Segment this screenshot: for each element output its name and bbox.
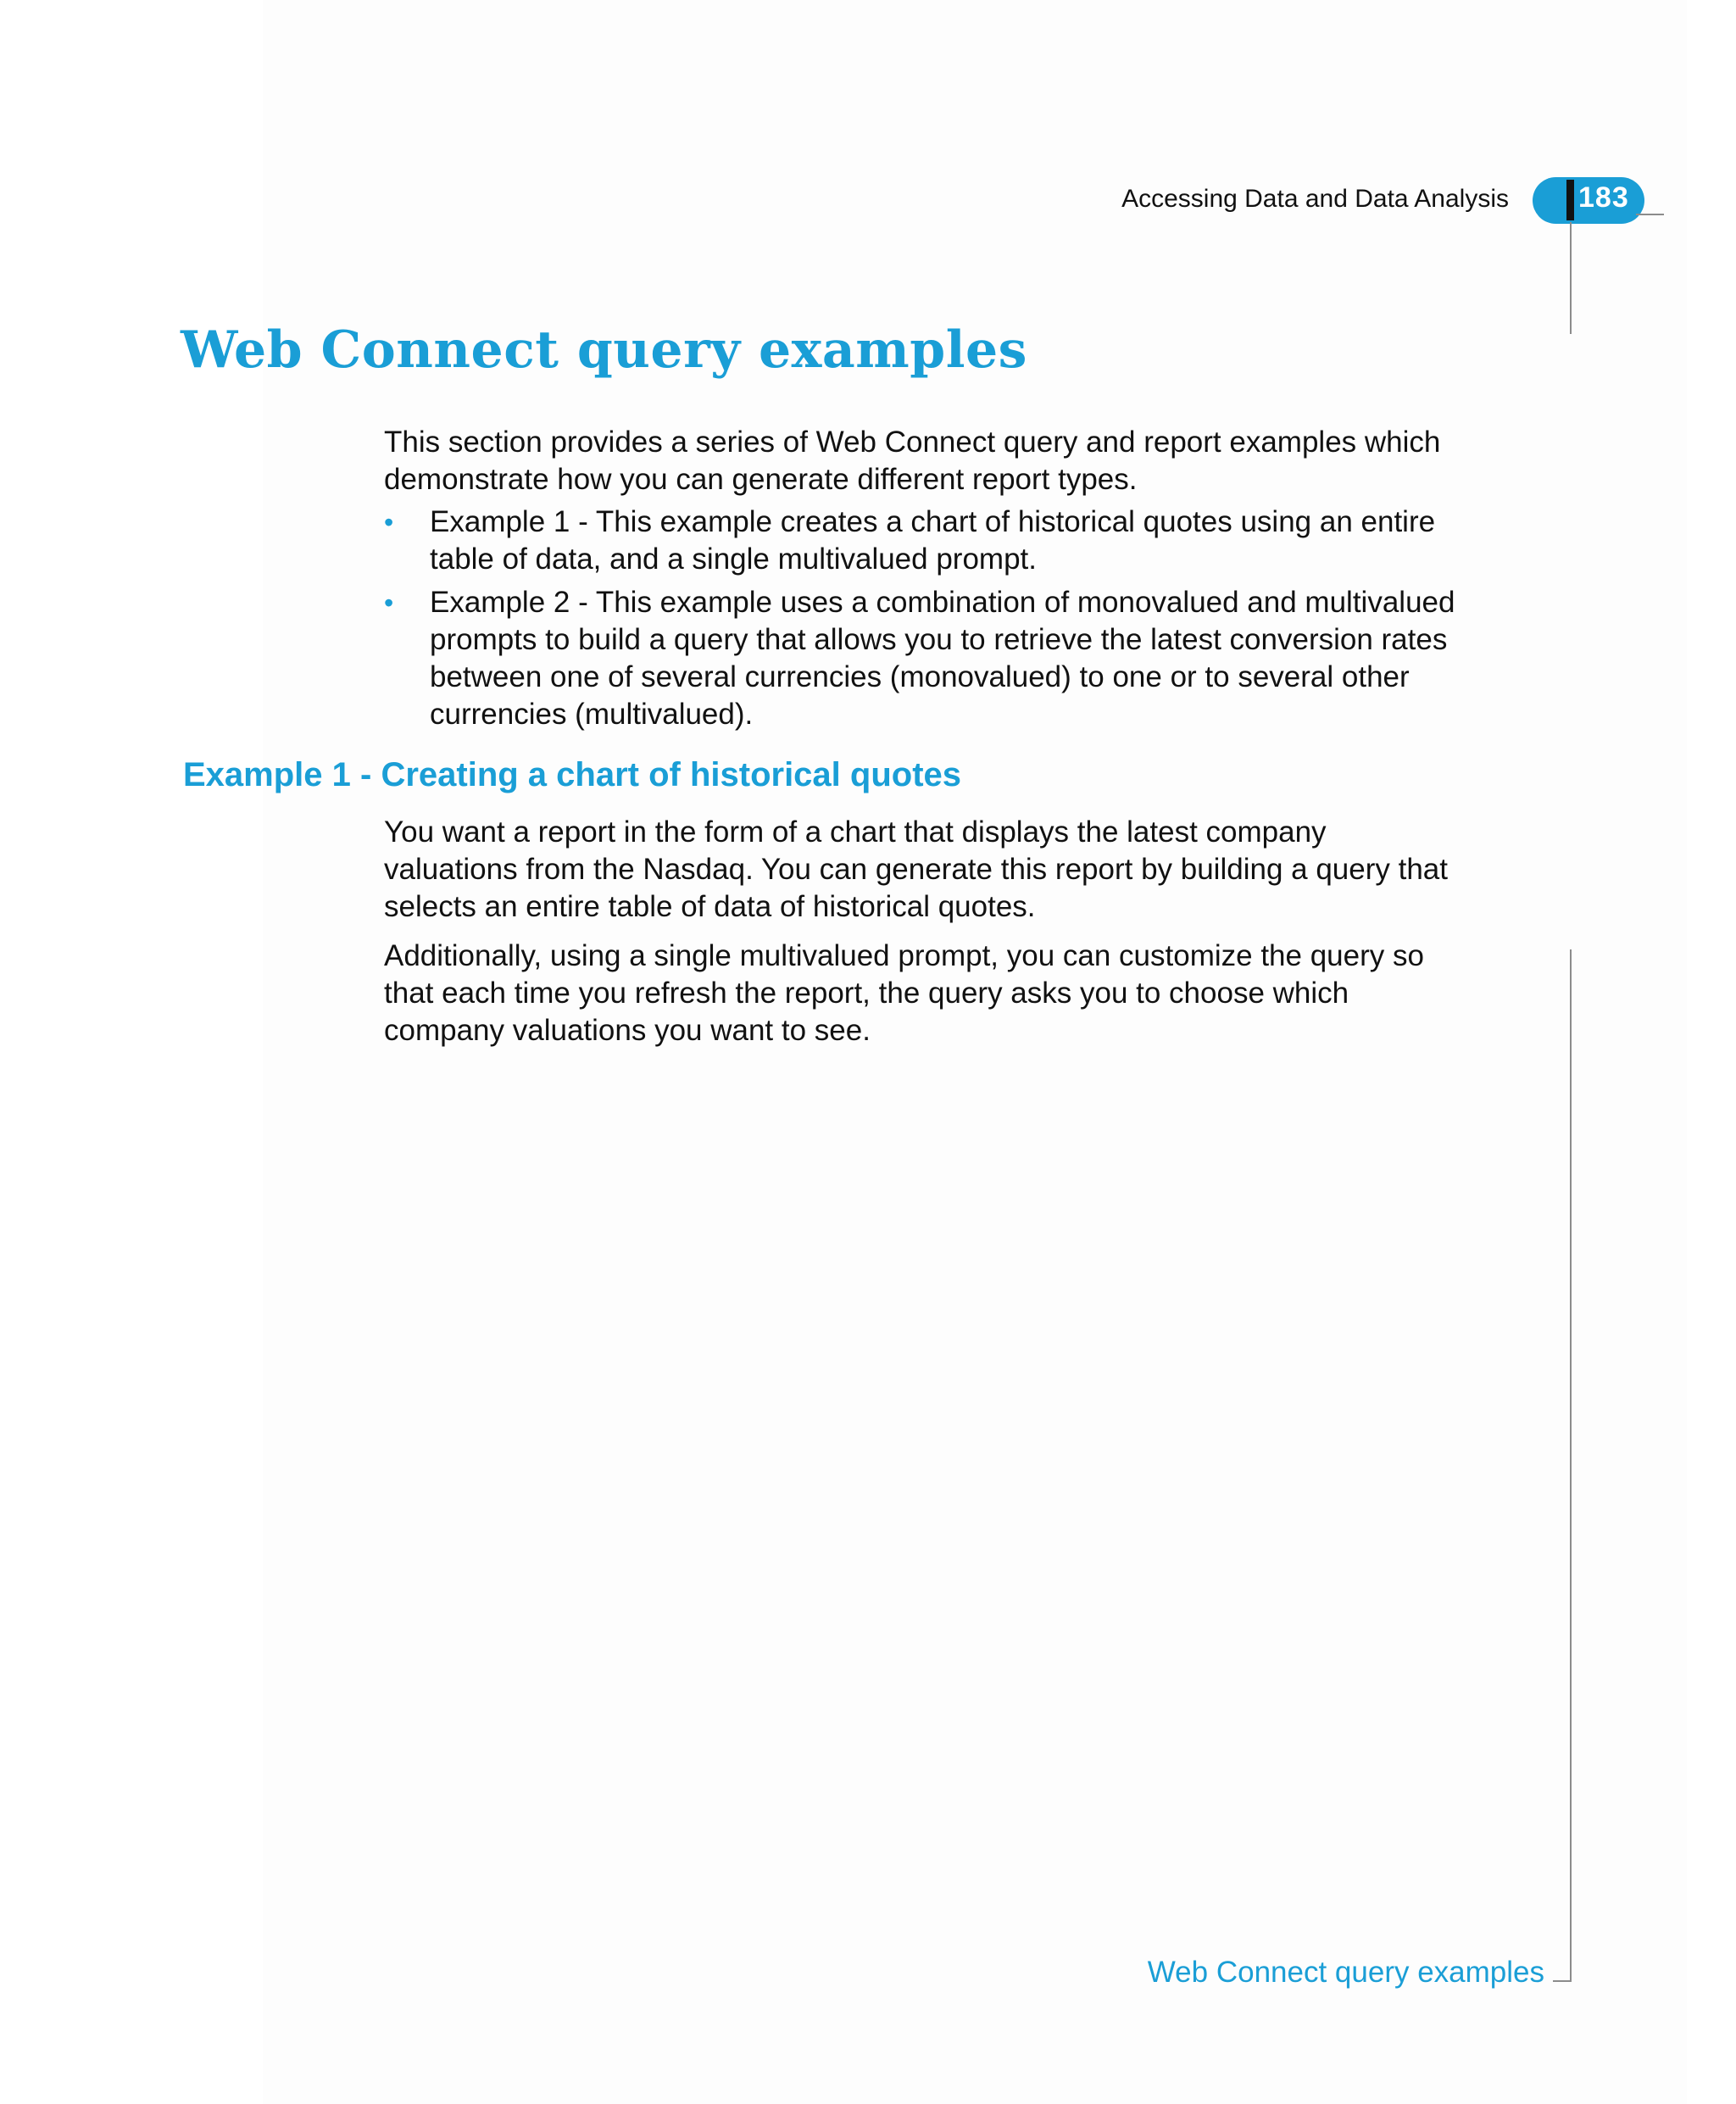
list-item-text: Example 1 - This example creates a chart of historical quotes using an entire table of data, and a single multivalued prompt. (430, 505, 1436, 576)
body-paragraph: You want a report in the form of a chart that displays the latest company valuations from the Nasdaq. You can generate this report by building a query that selects an entire table of data of historical quotes. (384, 815, 1448, 923)
page-background (263, 0, 1687, 2104)
page-number: 183 (1578, 181, 1629, 214)
footer-rule (1553, 1980, 1572, 1982)
example-list (384, 504, 1461, 739)
header-rule (1636, 214, 1664, 215)
list-item (384, 504, 1461, 578)
running-footer: Web Connect query examples (1147, 1956, 1544, 1989)
bullet-icon: • (384, 507, 394, 537)
section-heading: Example 1 - Creating a chart of historical quotes (183, 756, 962, 793)
running-header: Accessing Data and Data Analysis (1121, 185, 1509, 213)
list-item (384, 584, 1461, 733)
margin-rule-top (1570, 222, 1572, 334)
page-title: Web Connect query examples (181, 320, 1027, 380)
page-number-marker (1566, 180, 1574, 220)
list-item-text: Example 2 - This example uses a combination of monovalued and multivalued prompts to build a query that allows you to retrieve the latest conversion rates between one of several currencies (monovalued) to one or to several other currencies (multivalued). (430, 586, 1455, 731)
bullet-icon: • (384, 587, 394, 618)
intro-paragraph: This section provides a series of Web Connect query and report examples which demonstrate how you can generate different report types. (384, 426, 1441, 496)
margin-rule (1570, 949, 1572, 1982)
body-paragraph: Additionally, using a single multivalued prompt, you can customize the query so that each time you refresh the report, the query asks you to choose which company valuations you want to see. (384, 939, 1424, 1047)
